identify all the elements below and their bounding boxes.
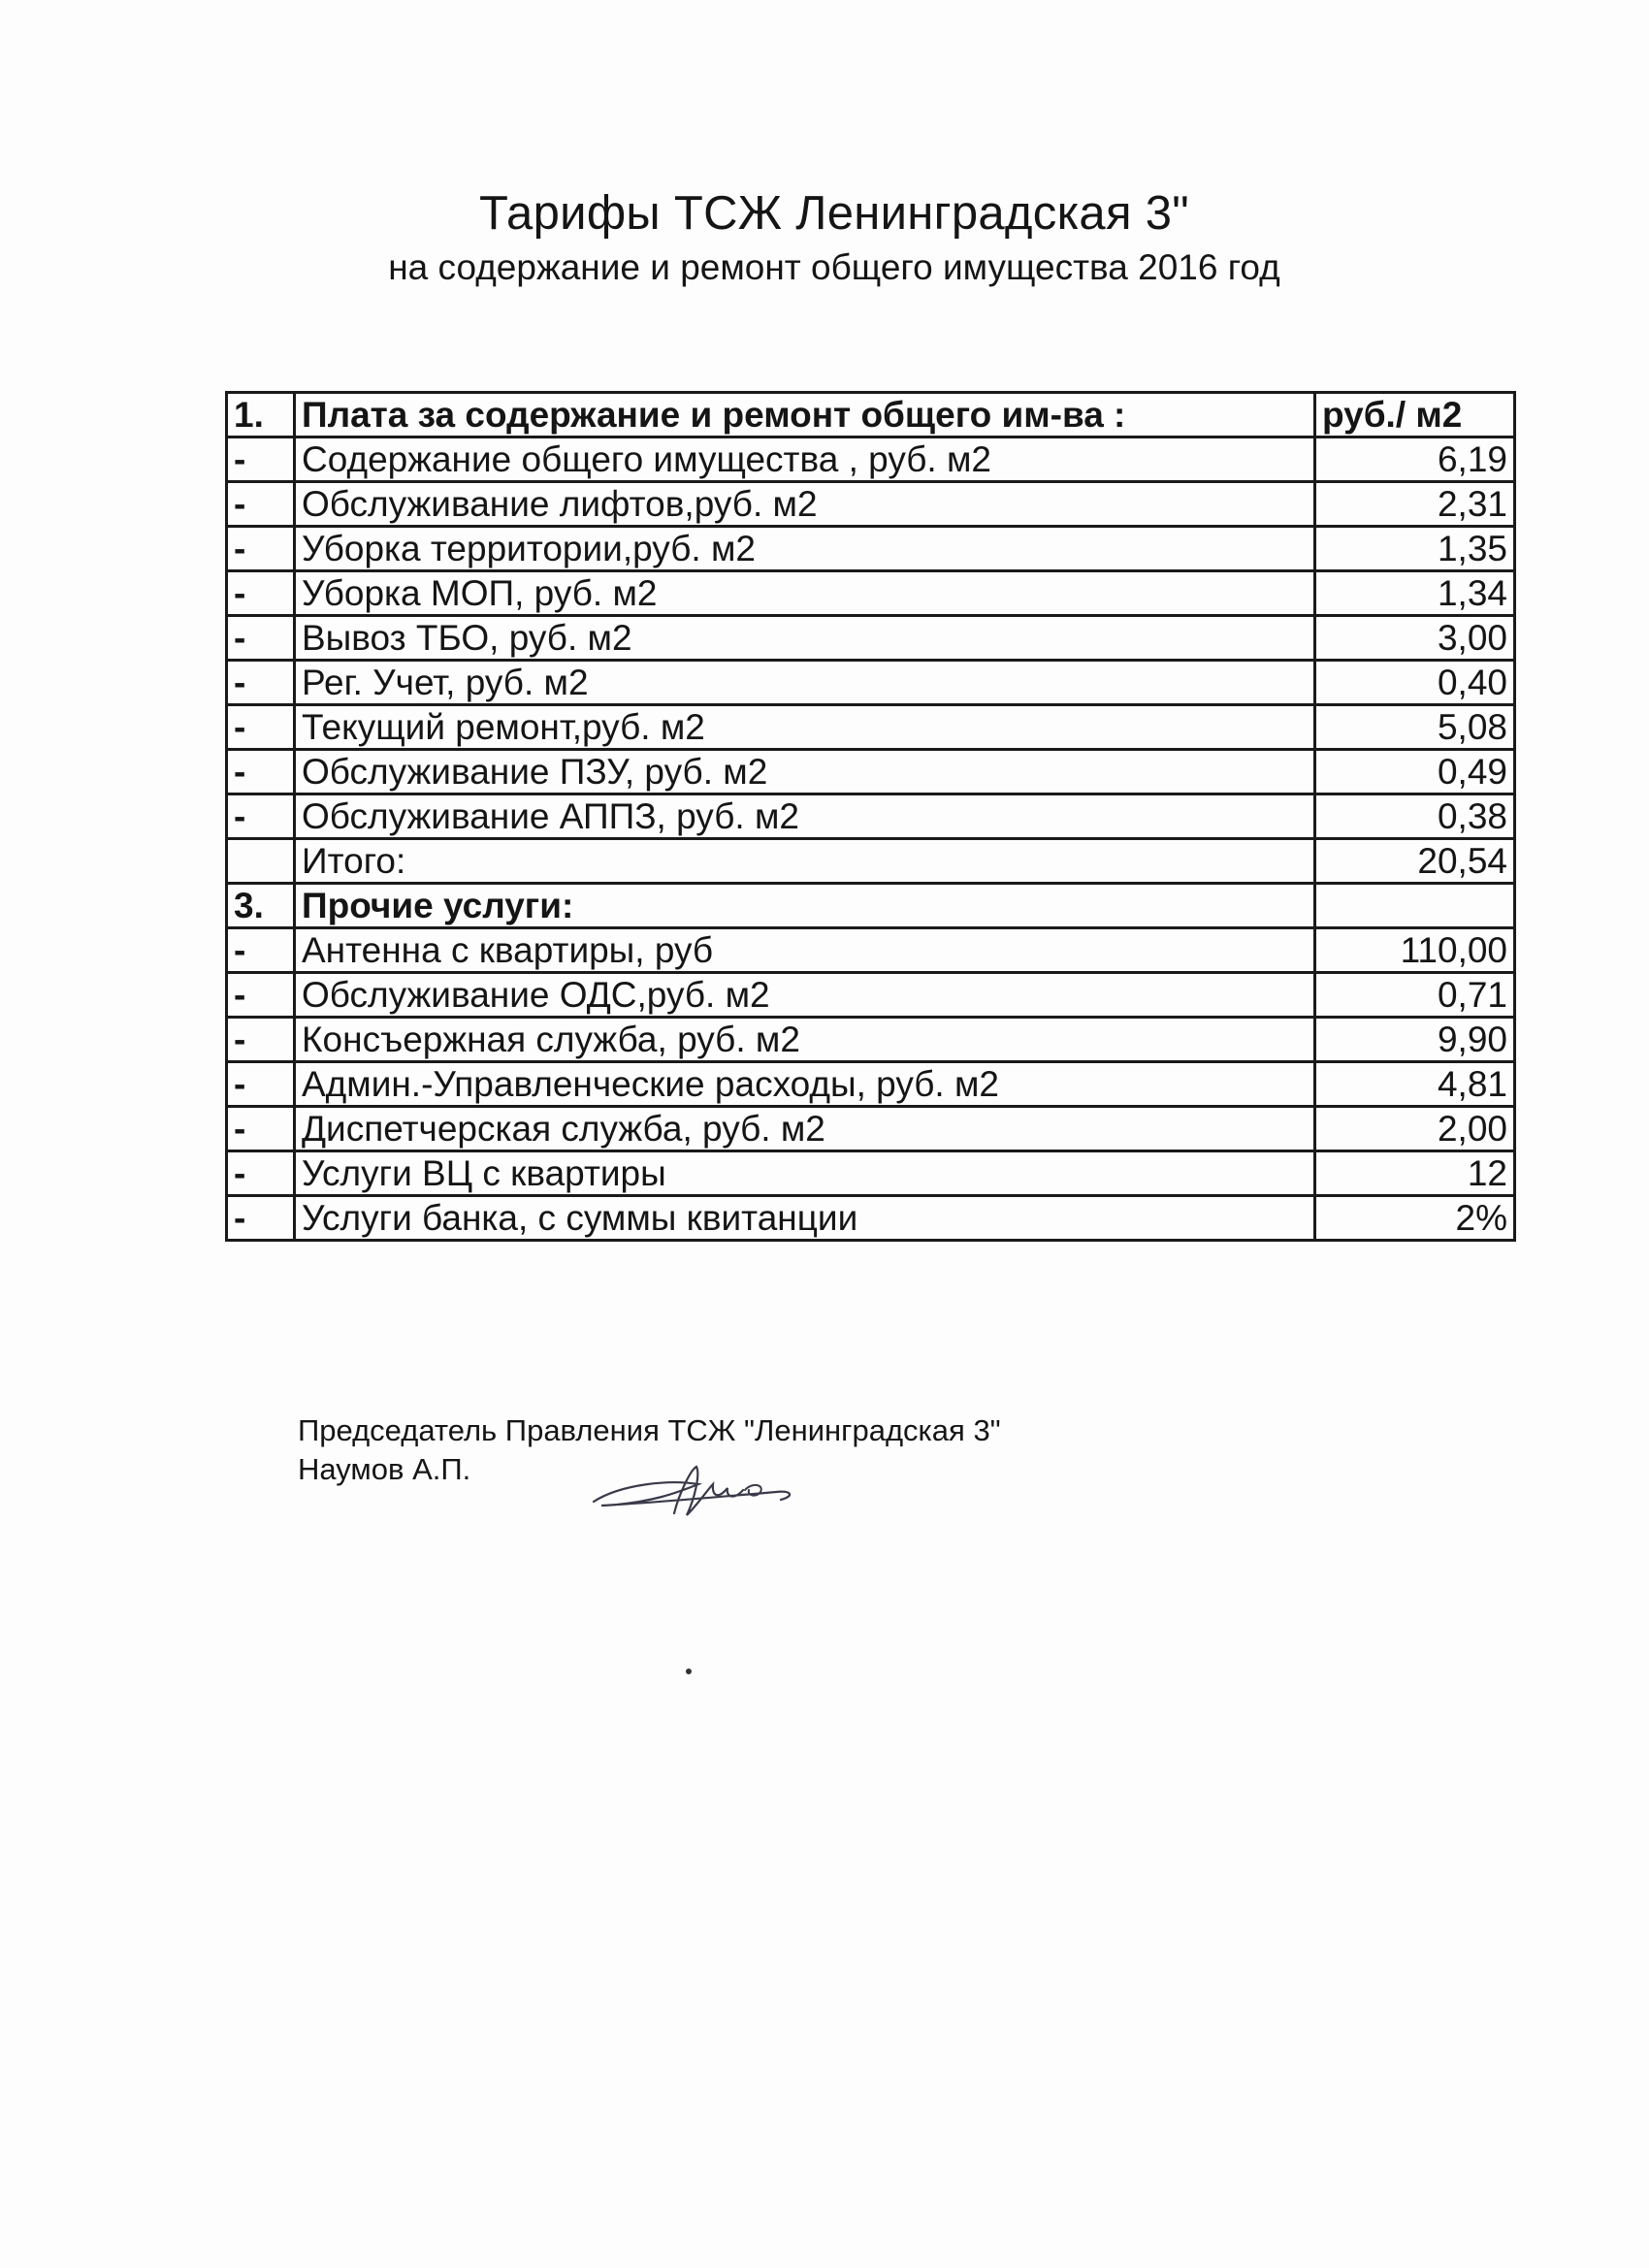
table-row — [227, 527, 1515, 571]
section-header-row — [227, 393, 1515, 437]
document-title: Тарифы ТСЖ Ленинградская 3" — [479, 187, 1189, 240]
row-name: Услуги банка, с суммы квитанции — [295, 1196, 1315, 1241]
total-label: Итого: — [295, 839, 1315, 884]
total-value: 20,54 — [1315, 839, 1515, 884]
table-row — [227, 928, 1515, 973]
row-value: 2% — [1315, 1196, 1515, 1241]
table-row — [227, 616, 1515, 661]
row-marker: - — [227, 1196, 295, 1241]
row-name: Уборка территории,руб. м2 — [295, 527, 1315, 571]
row-marker: - — [227, 1107, 295, 1151]
row-value: 5,08 — [1315, 705, 1515, 750]
row-value: 9,90 — [1315, 1018, 1515, 1062]
row-name: Обслуживание АППЗ, руб. м2 — [295, 794, 1315, 839]
table-row — [227, 973, 1515, 1018]
row-value: 110,00 — [1315, 928, 1515, 973]
row-name: Антенна с квартиры, руб — [295, 928, 1315, 973]
total-marker — [227, 839, 295, 884]
row-value: 0,49 — [1315, 750, 1515, 794]
table-row — [227, 705, 1515, 750]
row-name: Содержание общего имущества , руб. м2 — [295, 437, 1315, 482]
row-value: 3,00 — [1315, 616, 1515, 661]
row-marker: - — [227, 1062, 295, 1107]
row-marker: - — [227, 1018, 295, 1062]
row-marker: - — [227, 661, 295, 705]
section-number: 1. — [227, 393, 295, 437]
table-row — [227, 750, 1515, 794]
row-name: Обслуживание ОДС,руб. м2 — [295, 973, 1315, 1018]
row-name: Диспетчерская служба, руб. м2 — [295, 1107, 1315, 1151]
section-title: Прочие услуги: — [295, 884, 1315, 928]
unit-header: руб./ м2 — [1315, 393, 1515, 437]
row-name: Услуги ВЦ с квартиры — [295, 1151, 1315, 1196]
row-name: Рег. Учет, руб. м2 — [295, 661, 1315, 705]
section-value-empty — [1315, 884, 1515, 928]
row-name: Консъержная служба, руб. м2 — [295, 1018, 1315, 1062]
row-marker: - — [227, 928, 295, 973]
table-row — [227, 437, 1515, 482]
row-name: Уборка МОП, руб. м2 — [295, 571, 1315, 616]
document-subtitle: на содержание и ремонт общего имущества 2016 год — [388, 247, 1280, 287]
row-marker: - — [227, 527, 295, 571]
row-marker: - — [227, 794, 295, 839]
table-row — [227, 1018, 1515, 1062]
row-name: Админ.-Управленческие расходы, руб. м2 — [295, 1062, 1315, 1107]
row-marker: - — [227, 1151, 295, 1196]
row-name: Вывоз ТБО, руб. м2 — [295, 616, 1315, 661]
scan-speck — [686, 1669, 692, 1674]
row-marker: - — [227, 750, 295, 794]
row-name: Текущий ремонт,руб. м2 — [295, 705, 1315, 750]
section-header-row — [227, 884, 1515, 928]
row-marker: - — [227, 482, 295, 527]
table-row — [227, 794, 1515, 839]
tariffs-table — [225, 391, 1516, 1242]
row-marker: - — [227, 571, 295, 616]
row-name: Обслуживание лифтов,руб. м2 — [295, 482, 1315, 527]
row-marker: - — [227, 616, 295, 661]
row-marker: - — [227, 973, 295, 1018]
total-row — [227, 839, 1515, 884]
row-value: 0,38 — [1315, 794, 1515, 839]
row-value: 6,19 — [1315, 437, 1515, 482]
row-name: Обслуживание ПЗУ, руб. м2 — [295, 750, 1315, 794]
row-value: 12 — [1315, 1151, 1515, 1196]
section-title: Плата за содержание и ремонт общего им-ва : — [295, 393, 1315, 437]
table-row — [227, 1062, 1515, 1107]
row-value: 0,40 — [1315, 661, 1515, 705]
row-value: 2,00 — [1315, 1107, 1515, 1151]
row-value: 1,34 — [1315, 571, 1515, 616]
table-row — [227, 482, 1515, 527]
row-value: 4,81 — [1315, 1062, 1515, 1107]
table-row — [227, 571, 1515, 616]
chairman-position: Председатель Правления ТСЖ "Ленинградская 3" — [298, 1413, 1001, 1447]
table-row — [227, 1151, 1515, 1196]
handwritten-signature — [582, 1445, 805, 1533]
section-number: 3. — [227, 884, 295, 928]
table-row — [227, 661, 1515, 705]
chairman-name: Наумов А.П. — [298, 1452, 471, 1486]
row-value: 0,71 — [1315, 973, 1515, 1018]
row-value: 2,31 — [1315, 482, 1515, 527]
row-value: 1,35 — [1315, 527, 1515, 571]
row-marker: - — [227, 705, 295, 750]
row-marker: - — [227, 437, 295, 482]
table-row — [227, 1107, 1515, 1151]
table-row — [227, 1196, 1515, 1241]
